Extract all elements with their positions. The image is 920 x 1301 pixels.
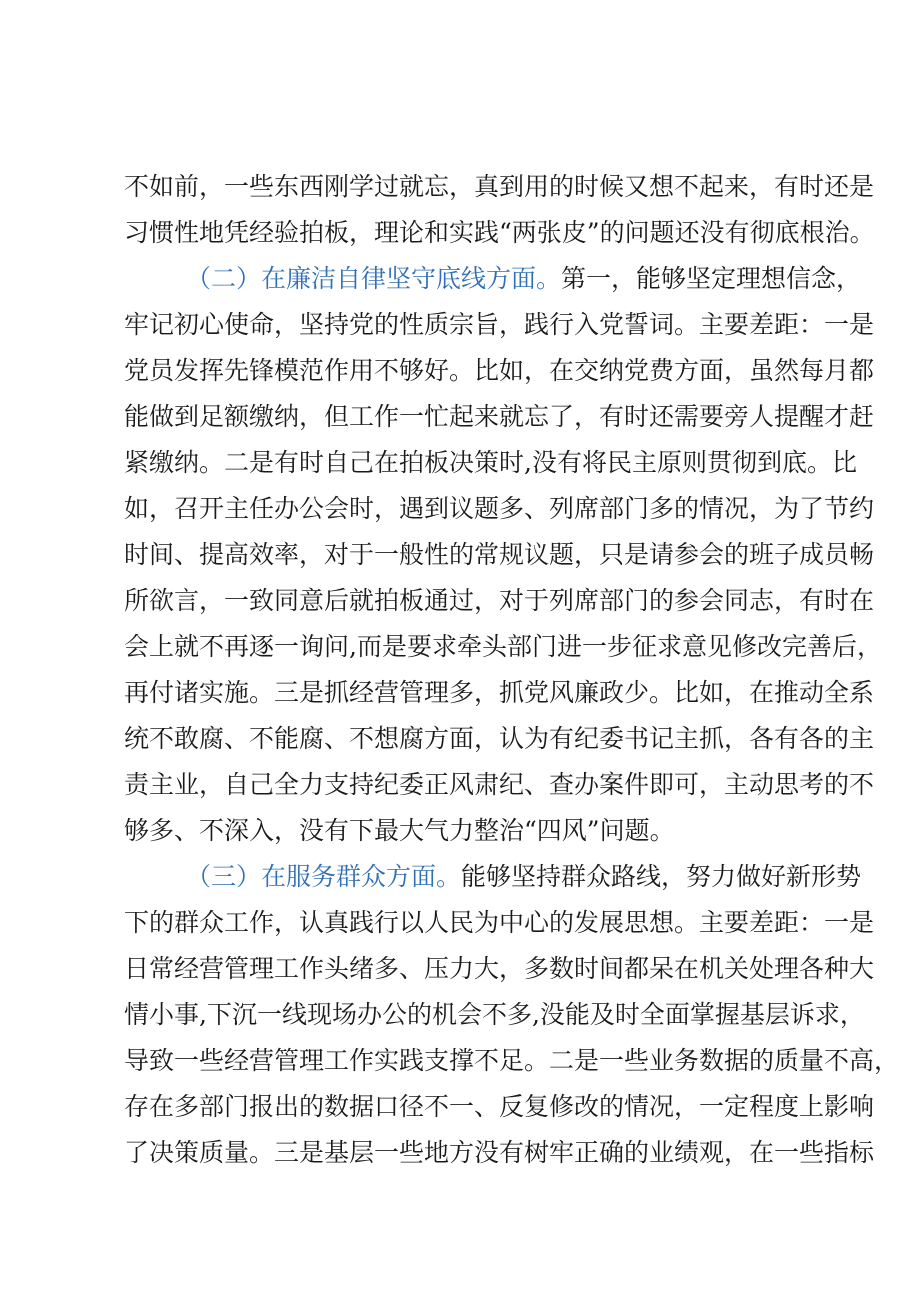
paragraph-3-line: 日常经营管理工作头绪多、压力大，多数时间都呆在机关处理各种大	[124, 954, 875, 983]
paragraph-2-line: 再付诸实施。三是抓经营管理多，抓党风廉政少。比如，在推动全系	[124, 678, 875, 707]
paragraph-2-line: 所欲言，一致同意后就拍板通过，对于列席部门的参会同志，有时在	[124, 586, 875, 615]
paragraph-2-line: 统不敢腐、不能腐、不想腐方面，认为有纪委书记主抓，各有各的主	[124, 724, 875, 753]
paragraph-1-line-1: 不如前，一些东西刚学过就忘，真到用的时候又想不起来，有时还是	[124, 172, 875, 201]
paragraph-2-line: 党员发挥先锋模范作用不够好。比如，在交纳党费方面，虽然每月都	[124, 356, 875, 385]
paragraph-3-first-line-text: 能够坚持群众路线，努力做好新形势	[461, 862, 862, 891]
paragraph-2-line: 够多、不深入，没有下最大气力整治“四风”问题。	[124, 816, 675, 845]
paragraph-1-line-2: 习惯性地凭经验拍板，理论和实践“两张皮”的问题还没有彻底根治。	[124, 218, 875, 247]
paragraph-2-line: 紧缴纳。二是有时自己在拍板决策时,没有将民主原则贯彻到底。比	[124, 448, 857, 477]
paragraph-2-line: 能做到足额缴纳，但工作一忙起来就忘了，有时还需要旁人提醒才赶	[124, 402, 875, 431]
paragraph-3-line: 下的群众工作，认真践行以人民为中心的发展思想。主要差距：一是	[124, 908, 875, 937]
paragraph-3-line: 存在多部门报出的数据口径不一、反复修改的情况，一定程度上影响	[124, 1092, 875, 1121]
paragraph-3-line: 情小事,下沉一线现场办公的机会不多,没能及时全面掌握基层诉求，	[124, 1000, 865, 1029]
paragraph-2-line: 如，召开主任办公会时，遇到议题多、列席部门多的情况，为了节约	[124, 494, 875, 523]
paragraph-2-first-line-text: 第一，能够坚定理想信念，	[561, 264, 862, 293]
paragraph-2-line: 会上就不再逐一询问,而是要求牵头部门进一步征求意见修改完善后，	[124, 632, 882, 661]
paragraph-2-first-line	[186, 259, 862, 299]
paragraph-2-line: 时间、提高效率，对于一般性的常规议题，只是请参会的班子成员畅	[124, 540, 875, 569]
paragraph-2-line: 牢记初心使命，坚持党的性质宗旨，践行入党誓词。主要差距：一是	[124, 310, 875, 339]
paragraph-3-line: 导致一些经营管理工作实践支撑不足。二是一些业务数据的质量不高，	[124, 1046, 900, 1075]
paragraph-3-first-line	[186, 857, 862, 897]
section-heading-2: （二）在廉洁自律坚守底线方面。	[186, 264, 562, 293]
paragraph-2-line: 责主业，自己全力支持纪委正风肃纪、查办案件即可，主动思考的不	[124, 770, 875, 799]
paragraph-3-line: 了决策质量。三是基层一些地方没有树牢正确的业绩观，在一些指标	[124, 1138, 875, 1167]
section-heading-3: （三）在服务群众方面。	[186, 862, 462, 891]
